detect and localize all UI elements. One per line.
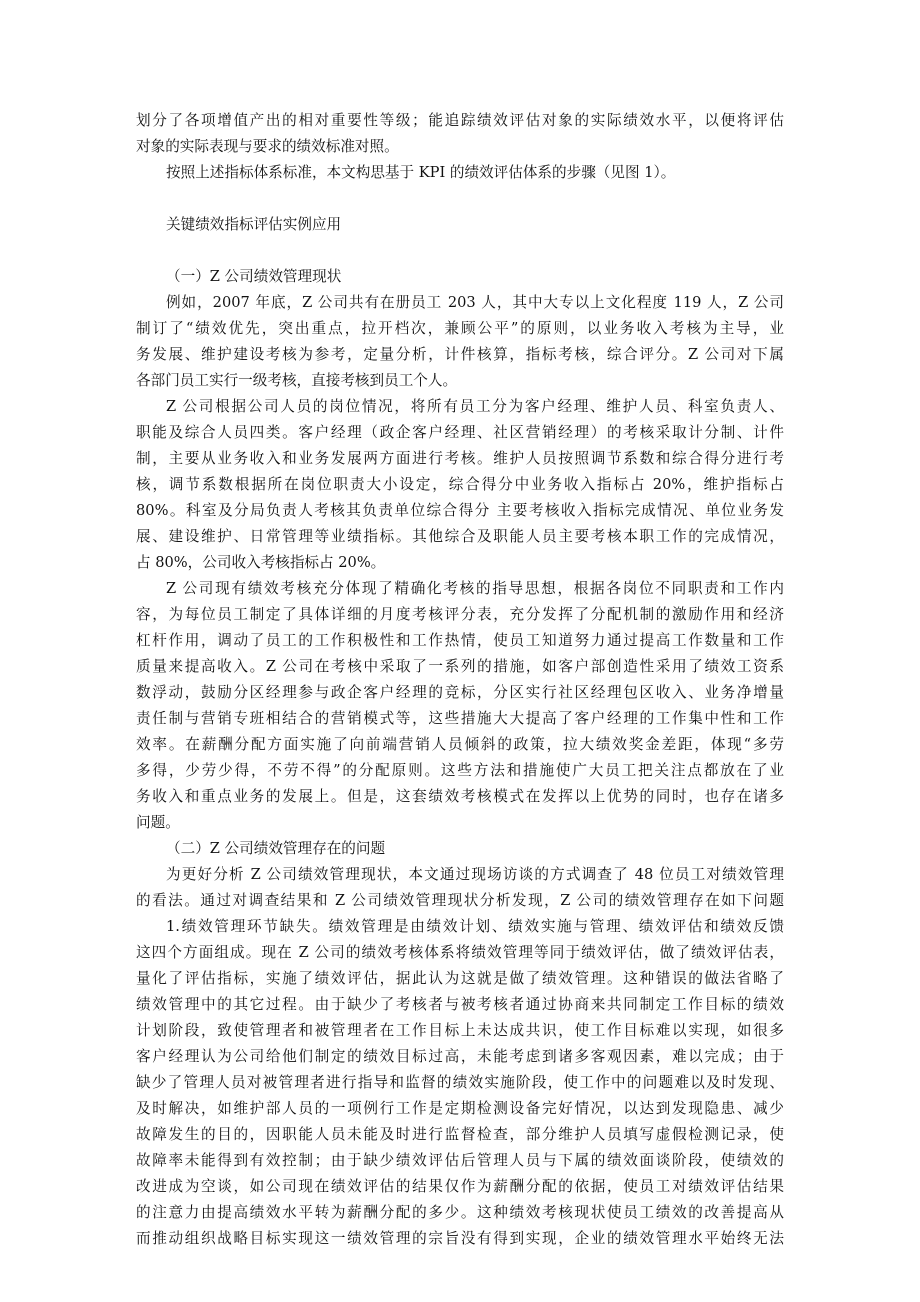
document-page [136,108,784,1252]
text-line: 问题。 [136,814,180,831]
text-line: 按照上述指标体系标准，本文构思基于 KPI 的绩效评估体系的步骤（见图 1）。 [166,164,676,181]
text-line: 多得，少劳少得，不劳不得”的分配原则。这些方法和措施使广大员工把关注点都放在了业 [136,762,784,779]
text-line: 故障发生的目的，因职能人员未能及时进行监督检查，部分维护人员填写虚假检测记录，使 [136,1126,784,1143]
paragraph-4 [136,862,784,914]
text-line: 的看法。通过对调查结果和 Z 公司绩效管理现状分析发现，Z 公司的绩效管理存在如下问题 [136,892,784,909]
text-line: 各部门员工实行一级考核，直接考核到员工个人。 [136,372,458,389]
paragraph-1 [136,290,784,394]
paragraph-5 [136,914,784,1252]
text-line: 务发展、维护建设考核为参考，定量分析，计件核算，指标考核，综合评分。Z 公司对下属 [136,346,784,363]
text-line: 故障率未能得到有效控制；由于缺少绩效评估后管理人员与下属的绩效面谈阶段，使绩效的 [136,1152,784,1169]
subsection-title-1: （一）Z 公司绩效管理现状 [166,268,342,285]
text-line: 数浮动，鼓励分区经理参与政企客户经理的竞标，分区实行社区经理包区收入、业务净增量 [136,684,784,701]
spacer [136,238,784,264]
text-line: 及时解决，如维护部人员的一项例行工作是定期检测设备完好情况，以达到发现隐患、减少 [136,1100,784,1117]
text-line: 效率。在薪酬分配方面实施了向前端营销人员倾斜的政策，拉大绩效奖金差距，体现“多劳 [136,736,784,753]
text-line: 职能及综合人员四类。客户经理（政企客户经理、社区营销经理）的考核采取计分制、计件 [136,424,784,441]
text-line: 占 80%，公司收入考核指标占 20%。 [136,554,386,571]
section-title: 关键绩效指标评估实例应用 [166,216,342,233]
text-line: Z 公司根据公司人员的岗位情况，将所有员工分为客户经理、维护人员、科室负责人、 [166,398,784,415]
text-line: 的注意力由提高绩效水平转为薪酬分配的多少。这种绩效考核现状使员工绩效的改善提高从 [136,1204,784,1221]
text-line: 1.绩效管理环节缺失。绩效管理是由绩效计划、绩效实施与管理、绩效评估和绩效反馈 [166,918,784,935]
intro-paragraph [136,108,784,186]
text-line: 缺少了管理人员对被管理者进行指导和监督的绩效实施阶段，使工作中的问题难以及时发现、 [136,1074,784,1091]
text-line: 改进成为空谈，如公司现在绩效评估的结果仅作为薪酬分配的依据，使员工对绩效评估结果 [136,1178,784,1195]
text-line: 这四个方面组成。现在 Z 公司的绩效考核体系将绩效管理等同于绩效评估，做了绩效评估表， [136,944,784,961]
text-line: 核，调节系数根据所在岗位职责大小设定，综合得分中业务收入指标占 20%，维护指标占 [136,476,784,493]
paragraph-3 [136,576,784,836]
text-line: 例如，2007 年底，Z 公司共有在册员工 203 人，其中大专以上文化程度 119 人，Z 公司 [166,294,784,311]
spacer [136,186,784,212]
text-line: 展、建设维护、日常管理等业绩指标。其他综合及职能人员主要考核本职工作的完成情况， [136,528,784,545]
text-line: 务收入和重点业务的发展上。但是，这套绩效考核模式在发挥以上优势的同时，也存在诸多 [136,788,784,805]
text-line: 制，主要从业务收入和业务发展两方面进行考核。维护人员按照调节系数和综合得分进行考 [136,450,784,467]
text-line: 杠杆作用，调动了员工的工作积极性和工作热情，使员工知道努力通过提高工作数量和工作 [136,632,784,649]
text-line: 量化了评估指标，实施了绩效评估，据此认为这就是做了绩效管理。这种错误的做法省略了 [136,970,784,987]
text-line: 绩效管理中的其它过程。由于缺少了考核者与被考核者通过协商来共同制定工作目标的绩效 [136,996,784,1013]
text-line: Z 公司现有绩效考核充分体现了精确化考核的指导思想，根据各岗位不同职责和工作内 [166,580,784,597]
text-line: 80%。科室及分局负责人考核其负责单位综合得分 主要考核收入指标完成情况、单位业务发 [136,502,784,519]
text-line: 而推动组织战略目标实现这一绩效管理的宗旨没有得到实现，企业的绩效管理水平始终无法 [136,1230,784,1247]
text-line: 为更好分析 Z 公司绩效管理现状，本文通过现场访谈的方式调查了 48 位员工对绩效管理 [166,866,784,883]
subsection-title-2: （二）Z 公司绩效管理存在的问题 [166,840,386,857]
text-line: 容，为每位员工制定了具体详细的月度考核评分表，充分发挥了分配机制的激励作用和经济 [136,606,784,623]
text-line: 客户经理认为公司给他们制定的绩效目标过高，未能考虑到诸多客观因素，难以完成；由于 [136,1048,784,1065]
text-line: 质量来提高收入。Z 公司在考核中采取了一系列的措施，如客户部创造性采用了绩效工资系 [136,658,784,675]
text-line: 划分了各项增值产出的相对重要性等级；能追踪绩效评估对象的实际绩效水平，以便将评估 [136,112,784,129]
text-line: 责任制与营销专班相结合的营销模式等，这些措施大大提高了客户经理的工作集中性和工作 [136,710,784,727]
paragraph-2 [136,394,784,576]
text-line: 对象的实际表现与要求的绩效标准对照。 [136,138,399,155]
text-line: 计划阶段，致使管理者和被管理者在工作目标上未达成共识，使工作目标难以实现，如很多 [136,1022,784,1039]
text-line: 制订了“绩效优先，突出重点，拉开档次，兼顾公平”的原则，以业务收入考核为主导，业 [136,320,784,337]
